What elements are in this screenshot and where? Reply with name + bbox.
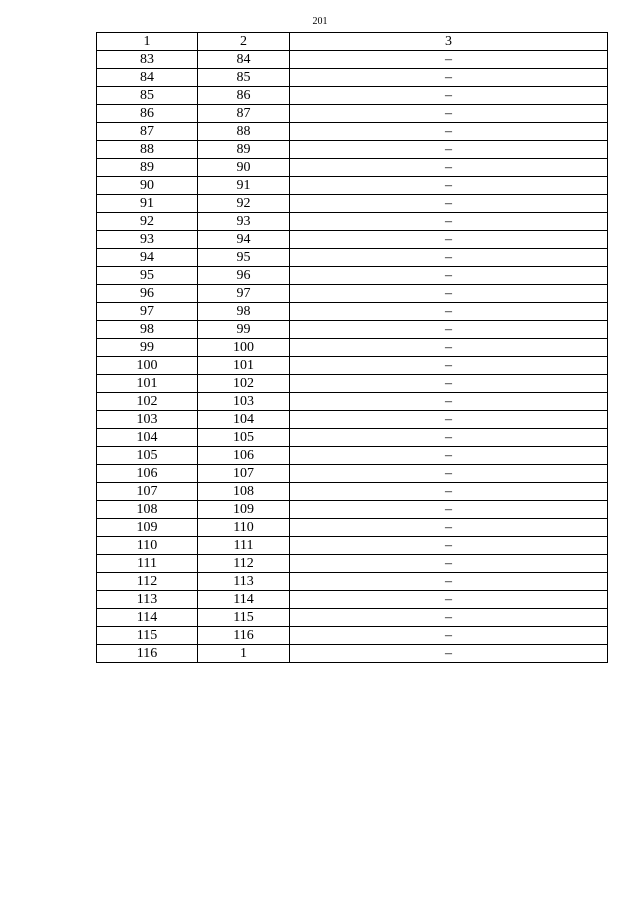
- table-cell-col-3: –: [290, 303, 608, 321]
- table-cell-col-3: –: [290, 573, 608, 591]
- table-cell-col-2: 98: [198, 303, 290, 321]
- table-cell-col-1: 88: [97, 141, 198, 159]
- table-cell-col-2: 87: [198, 105, 290, 123]
- table-cell-col-1: 98: [97, 321, 198, 339]
- table-cell-col-2: 1: [198, 645, 290, 663]
- table-cell-col-1: 87: [97, 123, 198, 141]
- table-cell-col-3: –: [290, 357, 608, 375]
- table-row: [97, 357, 608, 375]
- table-cell-col-3: –: [290, 483, 608, 501]
- table-cell-col-1: 110: [97, 537, 198, 555]
- table-cell-col-1: 84: [97, 69, 198, 87]
- table-row: [97, 177, 608, 195]
- table-row: [97, 249, 608, 267]
- column-header-3: 3: [290, 33, 608, 51]
- table-cell-col-1: 93: [97, 231, 198, 249]
- table-row: [97, 501, 608, 519]
- table-cell-col-2: 93: [198, 213, 290, 231]
- table-cell-col-3: –: [290, 51, 608, 69]
- table-row: [97, 267, 608, 285]
- table-cell-col-2: 105: [198, 429, 290, 447]
- table-row: [97, 375, 608, 393]
- table-row: [97, 609, 608, 627]
- table-cell-col-2: 102: [198, 375, 290, 393]
- table-cell-col-3: –: [290, 537, 608, 555]
- table-cell-col-3: –: [290, 447, 608, 465]
- table-row: [97, 141, 608, 159]
- table-cell-col-3: –: [290, 231, 608, 249]
- table-row: [97, 465, 608, 483]
- table-cell-col-3: –: [290, 591, 608, 609]
- table-cell-col-2: 113: [198, 573, 290, 591]
- table-row: [97, 519, 608, 537]
- table-row: [97, 573, 608, 591]
- table-cell-col-2: 96: [198, 267, 290, 285]
- table-cell-col-3: –: [290, 609, 608, 627]
- table-row: [97, 303, 608, 321]
- table-cell-col-1: 96: [97, 285, 198, 303]
- table-row: [97, 213, 608, 231]
- table-cell-col-2: 94: [198, 231, 290, 249]
- table-cell-col-2: 90: [198, 159, 290, 177]
- table-cell-col-3: –: [290, 465, 608, 483]
- table-cell-col-3: –: [290, 123, 608, 141]
- table-cell-col-3: –: [290, 141, 608, 159]
- table-cell-col-1: 94: [97, 249, 198, 267]
- table-cell-col-1: 113: [97, 591, 198, 609]
- table-cell-col-3: –: [290, 177, 608, 195]
- table-cell-col-1: 116: [97, 645, 198, 663]
- table-cell-col-2: 95: [198, 249, 290, 267]
- table-cell-col-2: 89: [198, 141, 290, 159]
- table-row: [97, 411, 608, 429]
- table-cell-col-3: –: [290, 321, 608, 339]
- table-cell-col-3: –: [290, 501, 608, 519]
- table-row: [97, 393, 608, 411]
- table-cell-col-2: 116: [198, 627, 290, 645]
- table-cell-col-1: 106: [97, 465, 198, 483]
- table-row: [97, 69, 608, 87]
- table-row: [97, 159, 608, 177]
- table-row: [97, 285, 608, 303]
- table-row: [97, 537, 608, 555]
- table-cell-col-3: –: [290, 159, 608, 177]
- table-row: [97, 87, 608, 105]
- table-cell-col-3: –: [290, 429, 608, 447]
- table-cell-col-2: 108: [198, 483, 290, 501]
- table-cell-col-1: 115: [97, 627, 198, 645]
- table-cell-col-3: –: [290, 339, 608, 357]
- table-row: [97, 429, 608, 447]
- table-cell-col-2: 114: [198, 591, 290, 609]
- table-cell-col-2: 103: [198, 393, 290, 411]
- table-cell-col-3: –: [290, 249, 608, 267]
- table-cell-col-1: 99: [97, 339, 198, 357]
- table-row: [97, 123, 608, 141]
- data-table: [96, 32, 608, 663]
- table-cell-col-3: –: [290, 105, 608, 123]
- table-row: [97, 645, 608, 663]
- table-cell-col-2: 91: [198, 177, 290, 195]
- table-cell-col-2: 104: [198, 411, 290, 429]
- table-cell-col-1: 85: [97, 87, 198, 105]
- table-row: [97, 483, 608, 501]
- table-cell-col-2: 106: [198, 447, 290, 465]
- table-cell-col-1: 111: [97, 555, 198, 573]
- table-cell-col-2: 115: [198, 609, 290, 627]
- table-cell-col-1: 101: [97, 375, 198, 393]
- table-row: [97, 321, 608, 339]
- table-cell-col-1: 92: [97, 213, 198, 231]
- table-cell-col-2: 110: [198, 519, 290, 537]
- table-cell-col-1: 112: [97, 573, 198, 591]
- table-cell-col-2: 107: [198, 465, 290, 483]
- table-cell-col-3: –: [290, 645, 608, 663]
- table-cell-col-1: 102: [97, 393, 198, 411]
- table-cell-col-1: 109: [97, 519, 198, 537]
- table-row: [97, 339, 608, 357]
- table-row: [97, 195, 608, 213]
- table-cell-col-1: 83: [97, 51, 198, 69]
- page-number: 201: [312, 16, 328, 27]
- table-cell-col-1: 104: [97, 429, 198, 447]
- table-row: [97, 555, 608, 573]
- column-header-1: 1: [97, 33, 198, 51]
- table-cell-col-1: 114: [97, 609, 198, 627]
- table-cell-col-1: 103: [97, 411, 198, 429]
- table-row: [97, 51, 608, 69]
- table-cell-col-3: –: [290, 519, 608, 537]
- column-header-2: 2: [198, 33, 290, 51]
- table-cell-col-2: 97: [198, 285, 290, 303]
- table-row: [97, 447, 608, 465]
- table-cell-col-3: –: [290, 195, 608, 213]
- table-cell-col-3: –: [290, 411, 608, 429]
- table-header-row: [97, 33, 608, 51]
- table-cell-col-2: 86: [198, 87, 290, 105]
- table-cell-col-2: 92: [198, 195, 290, 213]
- table-row: [97, 231, 608, 249]
- table-cell-col-1: 107: [97, 483, 198, 501]
- table-row: [97, 591, 608, 609]
- table-cell-col-3: –: [290, 69, 608, 87]
- table-cell-col-1: 95: [97, 267, 198, 285]
- table-cell-col-1: 89: [97, 159, 198, 177]
- table-cell-col-2: 84: [198, 51, 290, 69]
- table-cell-col-2: 99: [198, 321, 290, 339]
- table-cell-col-2: 88: [198, 123, 290, 141]
- table-cell-col-1: 91: [97, 195, 198, 213]
- table-cell-col-3: –: [290, 375, 608, 393]
- table-cell-col-2: 100: [198, 339, 290, 357]
- table-body: [97, 51, 608, 663]
- table-cell-col-2: 85: [198, 69, 290, 87]
- table-cell-col-3: –: [290, 555, 608, 573]
- table-cell-col-1: 108: [97, 501, 198, 519]
- table-row: [97, 105, 608, 123]
- table-cell-col-1: 100: [97, 357, 198, 375]
- table-cell-col-1: 97: [97, 303, 198, 321]
- table-cell-col-1: 86: [97, 105, 198, 123]
- table-cell-col-2: 111: [198, 537, 290, 555]
- table-cell-col-3: –: [290, 87, 608, 105]
- table-cell-col-2: 101: [198, 357, 290, 375]
- table-cell-col-2: 109: [198, 501, 290, 519]
- table-row: [97, 627, 608, 645]
- table-cell-col-3: –: [290, 285, 608, 303]
- table-cell-col-1: 105: [97, 447, 198, 465]
- table-cell-col-2: 112: [198, 555, 290, 573]
- table-cell-col-1: 90: [97, 177, 198, 195]
- table-cell-col-3: –: [290, 267, 608, 285]
- table-cell-col-3: –: [290, 213, 608, 231]
- table-cell-col-3: –: [290, 393, 608, 411]
- table-cell-col-3: –: [290, 627, 608, 645]
